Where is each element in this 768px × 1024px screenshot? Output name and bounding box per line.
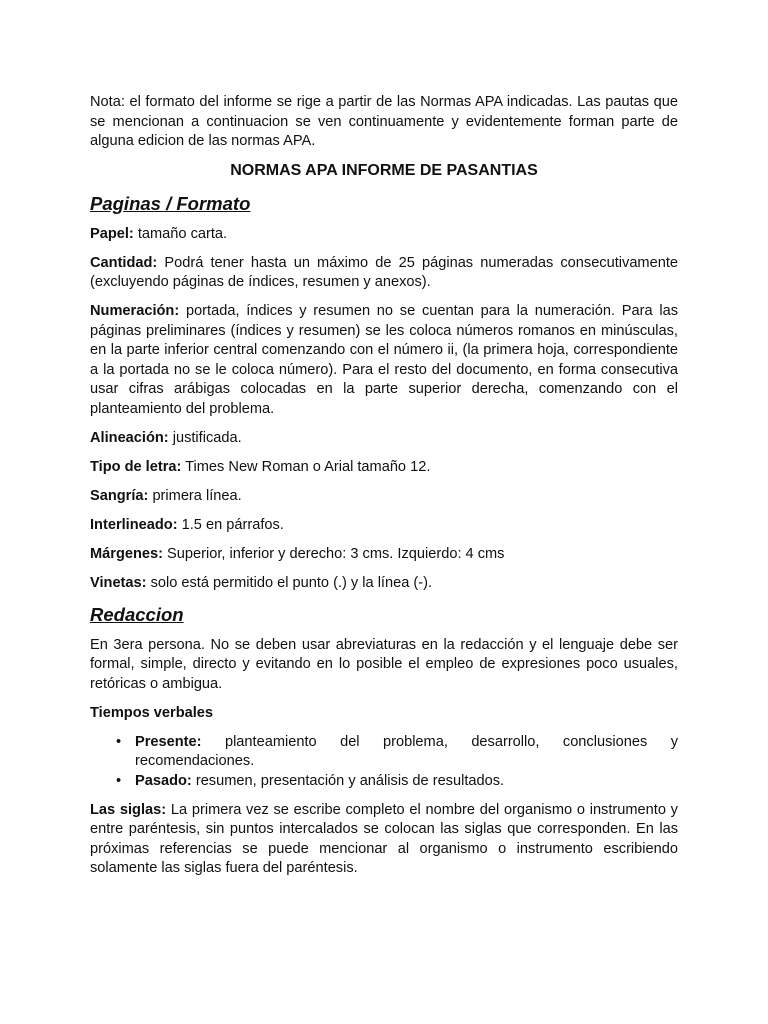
field-alignment: [90, 429, 678, 449]
field-label: Márgenes:: [90, 545, 163, 562]
field-value: solo está permitido el punto (.) y la línea (-).: [146, 574, 433, 591]
field-label: Alineación:: [90, 429, 169, 446]
field-value: tamaño carta.: [133, 225, 228, 242]
field-value: justificada.: [168, 429, 242, 446]
tense-label: Presente:: [135, 733, 202, 750]
field-label: Las siglas:: [90, 801, 167, 818]
field-bullets: [90, 574, 678, 594]
document-page: [90, 93, 678, 888]
tenses-heading: Tiempos verbales: [90, 704, 214, 721]
section-heading-format: Paginas / Formato: [90, 192, 251, 214]
field-numbering: [90, 302, 678, 419]
list-item: [116, 733, 678, 772]
intro-note: Nota: el formato del informe se rige a partir de las Normas APA indicadas. Las pautas que se mencionan a continuacion se ven continuamente y evidentemente forman parte de alguna edicion de las normas APA.: [90, 94, 678, 149]
field-label: Numeración:: [90, 303, 180, 319]
bullet-icon: •: [116, 772, 122, 789]
field-value: primera línea.: [148, 487, 242, 504]
field-line-spacing: [90, 516, 678, 536]
field-acronyms: [90, 801, 678, 879]
field-value: Times New Roman o Arial tamaño 12.: [181, 458, 431, 475]
section-heading-writing: Redaccion: [90, 603, 184, 625]
bullet-icon: •: [116, 733, 122, 750]
field-value: 1.5 en párrafos.: [177, 516, 284, 533]
field-value: La primera vez se escribe completo el nombre del organismo o instrumento y entre paréntesis, sin puntos intercalados se colocan las siglas que corresponden. En las próximas referencias se puede mencionar al organismo o instrumento escribiendo solamente las siglas fuera del paréntesis.: [90, 801, 678, 876]
field-label: Sangría:: [90, 487, 149, 504]
document-title: NORMAS APA INFORME DE PASANTIAS: [230, 161, 538, 179]
field-indent: [90, 487, 678, 507]
field-paper: [90, 225, 678, 245]
field-quantity: [90, 254, 678, 293]
field-value: Podrá tener hasta un máximo de 25 páginas numeradas consecutivamente (excluyendo páginas de índices, resumen y anexos).: [90, 254, 678, 290]
field-label: Papel:: [90, 225, 134, 242]
field-font: [90, 458, 678, 478]
tense-value: resumen, presentación y análisis de resultados.: [191, 772, 505, 789]
field-label: Cantidad:: [90, 254, 158, 271]
field-label: Interlineado:: [90, 516, 178, 533]
tense-label: Pasado:: [135, 772, 192, 789]
field-value: Superior, inferior y derecho: 3 cms. Izquierdo: 4 cms: [163, 545, 505, 562]
writing-intro: En 3era persona. No se deben usar abreviaturas en la redacción y el lenguaje debe ser formal, simple, directo y evitando en lo posible el empleo de expresiones poco usuales, retóricas o ambigua.: [90, 636, 678, 692]
field-value: portada, índices y resumen no se cuentan para la numeración. Para las páginas preliminares (índices y resumen) se les coloca números romanos en minúsculas, en la parte inferior central comenzando con el número ii, (la primera hoja, correspondiente a la portada no se le coloca número). Para el resto del documento, en forma consecutiva usar cifras arábigas colocadas en la parte superior derecha, comenzando con el planteamiento del problema.: [90, 303, 678, 417]
field-label: Tipo de letra:: [90, 458, 182, 475]
field-margins: [90, 545, 678, 565]
tense-value: planteamiento del problema, desarrollo, conclusiones y recomendaciones.: [135, 733, 678, 769]
list-item: [116, 772, 678, 792]
field-label: Vinetas:: [90, 574, 147, 591]
tenses-list: [90, 733, 678, 792]
